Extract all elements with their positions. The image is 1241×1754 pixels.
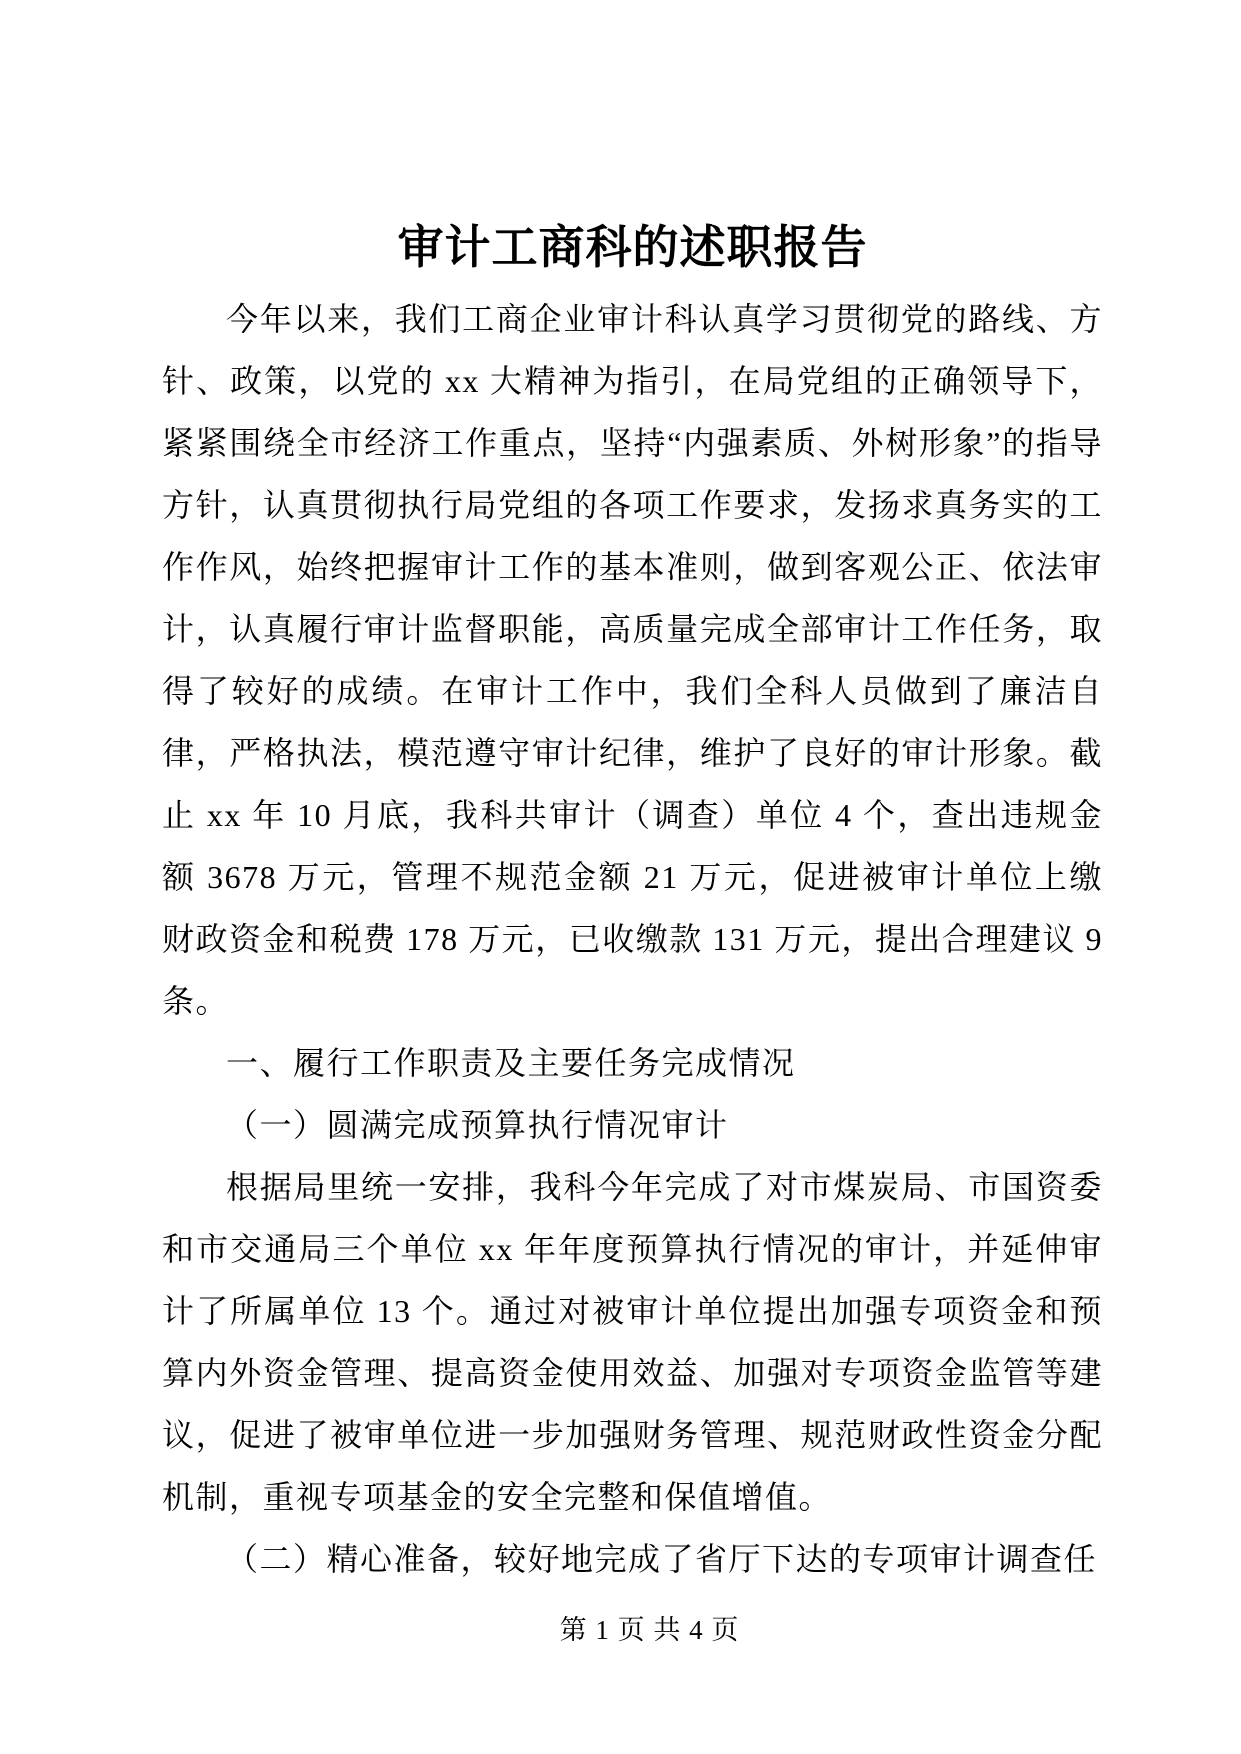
page-footer: 第 1 页 共 4 页 <box>559 1615 740 1645</box>
document-title: 审计工商科的述职报告 <box>397 222 868 273</box>
subsection-heading-1-2: （二）精心准备，较好地完成了省厅下达的专项审计调查任 <box>226 1541 1098 1577</box>
document-body <box>162 217 1103 1590</box>
paragraph-budget-audit: 根据局里统一安排，我科今年完成了对市煤炭局、市国资委和市交通局三个单位 xx 年年度预算执行情况的审计，并延伸审计了所属单位 13 个。通过对被审计单位提出加强专项资金和预算内外资金管理、提高资金使用效益、加强对专项资金监管等建议，促进了被审单位进一步加强财务管理、规范财政性资金分配机制，重视专项基金的安全完整和保值增值。 <box>162 1169 1103 1515</box>
section-heading-1: 一、履行工作职责及主要任务完成情况 <box>226 1045 796 1081</box>
paragraph-intro: 今年以来，我们工商企业审计科认真学习贯彻党的路线、方针、政策，以党的 xx 大精神为指引，在局党组的正确领导下，紧紧围绕全市经济工作重点，坚持“内强素质、外树形象”的指导方针，认真贯彻执行局党组的各项工作要求，发扬求真务实的工作作风，始终把握审计工作的基本准则，做到客观公正、依法审计，认真履行审计监督职能，高质量完成全部审计工作任务，取得了较好的成绩。在审计工作中，我们全科人员做到了廉洁自律，严格执法，模范遵守审计纪律，维护了良好的审计形象。截止 xx 年 10 月底，我科共审计（调查）单位 4 个，查出违规金额 3678 万元，管理不规范金额 21 万元，促进被审计单位上缴财政资金和税费 178 万元，已收缴款 131 万元，提出合理建议 9 条。 <box>162 301 1103 1019</box>
subsection-heading-1-1: （一）圆满完成预算执行情况审计 <box>226 1107 729 1143</box>
